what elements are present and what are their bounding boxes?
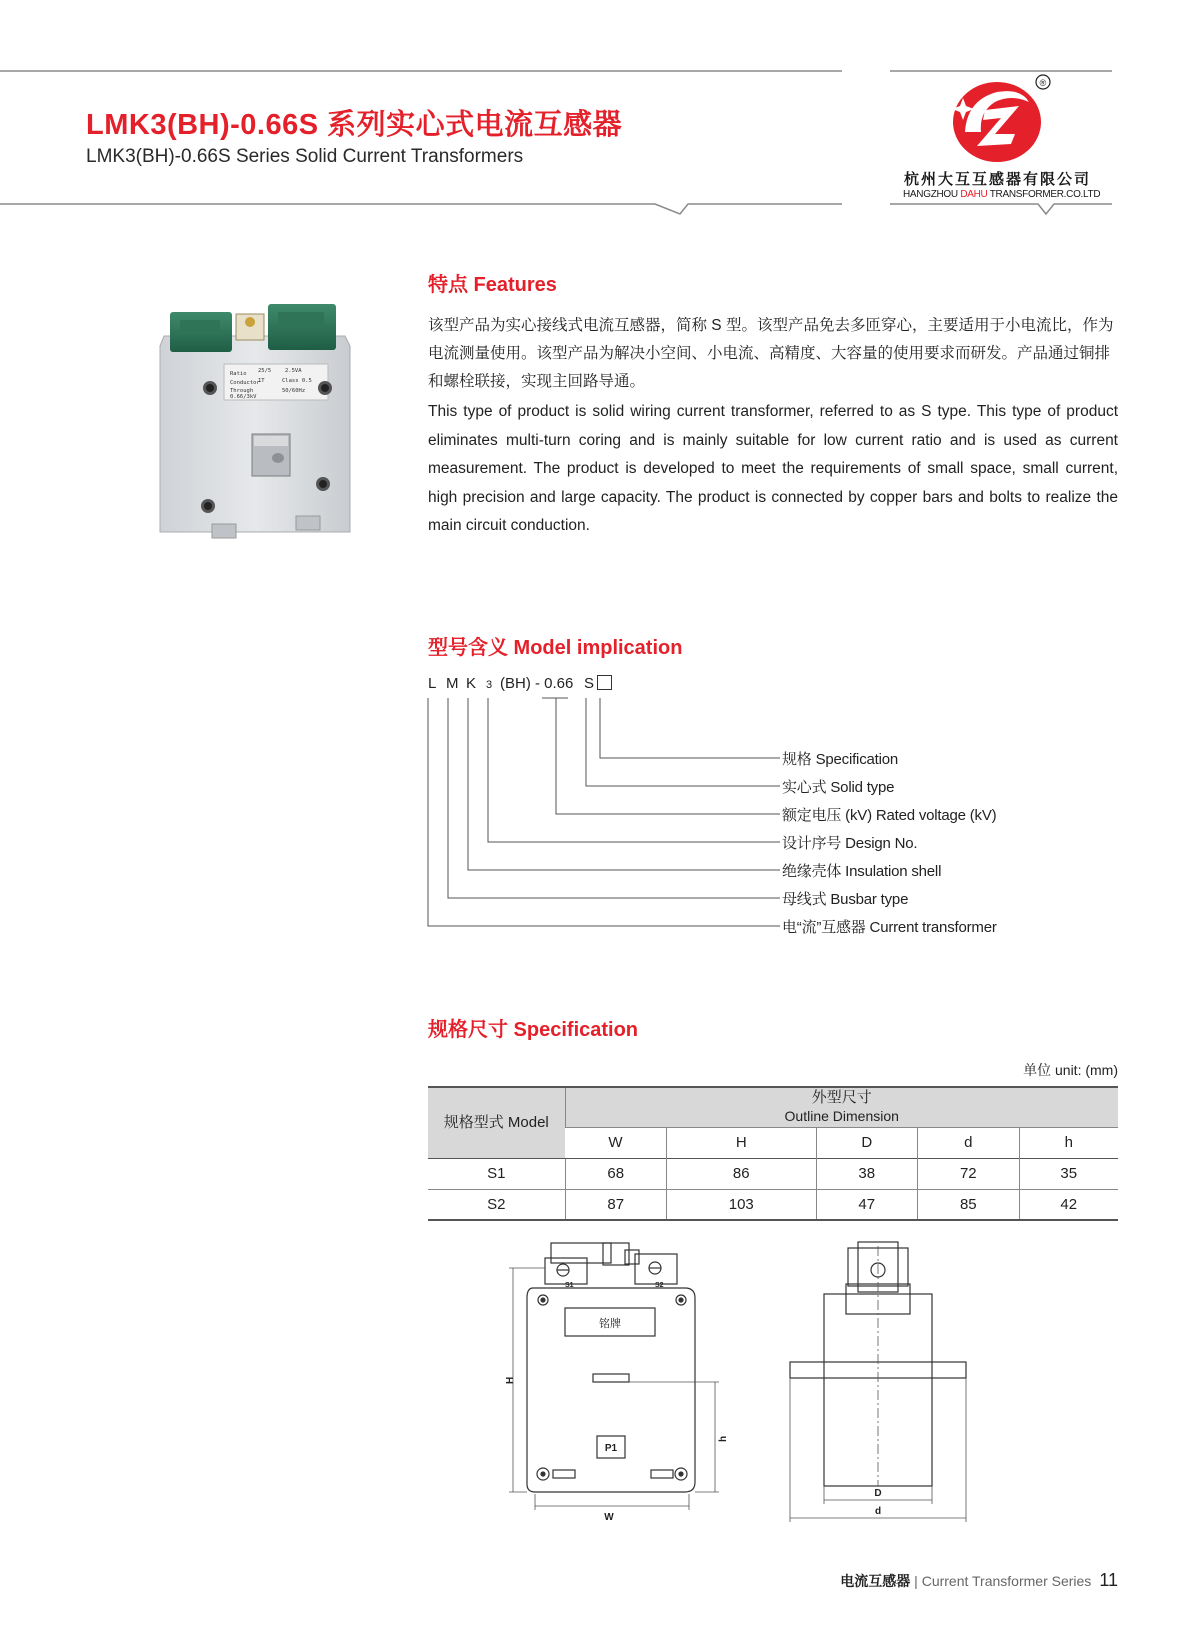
- unit-label: 单位 unit: (mm): [1023, 1062, 1118, 1078]
- svg-text:25/5: 25/5: [258, 368, 272, 374]
- model-label-rated-voltage: 额定电压 (kV) Rated voltage (kV): [782, 807, 997, 824]
- page-subtitle: LMK3(BH)-0.66S Series Solid Current Transformers: [86, 146, 524, 167]
- model-code-m: M: [446, 675, 459, 692]
- table-cell: 86: [667, 1158, 817, 1189]
- model-implication-title: 型号含义 Model implication: [428, 637, 683, 659]
- p1-label: P1: [604, 1443, 618, 1454]
- table-cell-model: S1: [428, 1158, 565, 1189]
- table-cell: 72: [918, 1158, 1020, 1189]
- model-code-voltage: (BH) - 0.66: [500, 675, 574, 692]
- table-cell: 103: [667, 1189, 817, 1220]
- model-code-spec-box: [597, 675, 612, 690]
- features-title: 特点 Features: [428, 274, 557, 296]
- model-implication-lines: [420, 690, 780, 940]
- col-header-w: W: [565, 1127, 667, 1158]
- features-text-cn: 该型产品为实心接线式电流互感器，简称 S 型。该型产品免去多匝穿心，主要适用于小电流比，作为电流测量使用。该型产品为解决小空间、小电流、高精度、大容量的使用要求而研发。产品通过铜排和螺栓联接，实现主回路导通。: [428, 317, 1114, 390]
- company-logo: [945, 72, 1055, 168]
- model-code-l: L: [428, 675, 437, 692]
- company-name-cn: 杭州大互互感器有限公司: [904, 171, 1092, 188]
- outline-header-cn: 外型尺寸: [811, 1089, 872, 1107]
- page-footer: [840, 1570, 1118, 1591]
- terminal-s2-label: S2: [655, 1282, 664, 1289]
- svg-text:0.66/3kV: 0.66/3kV: [230, 394, 257, 400]
- model-header: 规格型式 Model: [428, 1087, 565, 1158]
- outline-header-en: Outline Dimension: [784, 1108, 899, 1125]
- page-number: 11: [1099, 1570, 1118, 1590]
- outline-header: [565, 1087, 1118, 1127]
- svg-text:Ratio: Ratio: [230, 371, 247, 377]
- dim-d-label: d: [874, 1506, 882, 1517]
- footer-separator: |: [910, 1573, 922, 1589]
- features-text-en: This type of product is solid wiring current transformer, referred to as S type. This type of product eliminates multi-turn coring and is mainly suitable for low current ratio and is used as current measurement. The product is developed to meet the requirements of small space, small current, high precision and large capacity. The product is connected by copper bars and bolts to realize the main circuit conduction.: [428, 403, 1118, 534]
- dim-D-label: D: [874, 1488, 882, 1499]
- specification-title: 规格尺寸 Specification: [428, 1019, 639, 1041]
- product-photo: [150, 296, 360, 556]
- svg-text:50/60Hz: 50/60Hz: [282, 388, 306, 394]
- svg-text:1T: 1T: [258, 378, 265, 384]
- table-cell: 42: [1019, 1189, 1118, 1220]
- col-header-d-lower: d: [918, 1127, 1020, 1158]
- model-code-s: S: [584, 675, 595, 692]
- table-cell: 68: [565, 1158, 667, 1189]
- table-cell-model: S2: [428, 1189, 565, 1220]
- registered-mark: ®: [1039, 78, 1047, 88]
- table-cell: 47: [816, 1189, 918, 1220]
- footer-series-cn: 电流互感器: [840, 1573, 911, 1589]
- model-label-insulation-shell: 绝缘壳体 Insulation shell: [782, 863, 942, 880]
- terminal-s1-label: S1: [565, 1282, 574, 1289]
- col-header-d-upper: D: [816, 1127, 918, 1158]
- model-label-solid-type: 实心式 Solid type: [782, 779, 895, 796]
- col-header-h: H: [667, 1127, 817, 1158]
- col-header-h-lower: h: [1019, 1127, 1118, 1158]
- table-row: [428, 1158, 1118, 1189]
- table-cell: 35: [1019, 1158, 1118, 1189]
- model-label-design-no: 设计序号 Design No.: [782, 835, 918, 852]
- company-name-en: HANGZHOU DAHU TRANSFORMER.CO.LTD: [903, 189, 1101, 200]
- svg-text:2.5VA: 2.5VA: [285, 368, 302, 374]
- front-view-drawing: [505, 1238, 775, 1528]
- table-cell: 87: [565, 1189, 667, 1220]
- dim-h-label: h: [718, 1435, 729, 1442]
- nameplate-label: 铭牌: [599, 1318, 621, 1330]
- model-code-k: K: [466, 675, 477, 692]
- side-view-drawing: [776, 1238, 1016, 1528]
- footer-series-en: Current Transformer Series: [921, 1573, 1092, 1589]
- model-code-design: 3: [486, 679, 493, 691]
- page-title: LMK3(BH)-0.66S 系列实心式电流互感器: [86, 109, 623, 141]
- svg-text:Conductor: Conductor: [230, 380, 260, 386]
- model-label-busbar-type: 母线式 Busbar type: [782, 891, 909, 908]
- svg-text:Through: Through: [230, 388, 254, 394]
- model-label-current-transformer: 电“流”互感器 Current transformer: [782, 919, 997, 936]
- table-row: [428, 1189, 1118, 1220]
- table-cell: 38: [816, 1158, 918, 1189]
- model-label-specification: 规格 Specification: [782, 751, 899, 768]
- specification-table: [428, 1086, 1118, 1221]
- dim-H-label: H: [505, 1376, 516, 1384]
- table-cell: 85: [918, 1189, 1020, 1220]
- dim-W-label: W: [604, 1512, 614, 1523]
- svg-text:Class 0.5: Class 0.5: [282, 378, 312, 384]
